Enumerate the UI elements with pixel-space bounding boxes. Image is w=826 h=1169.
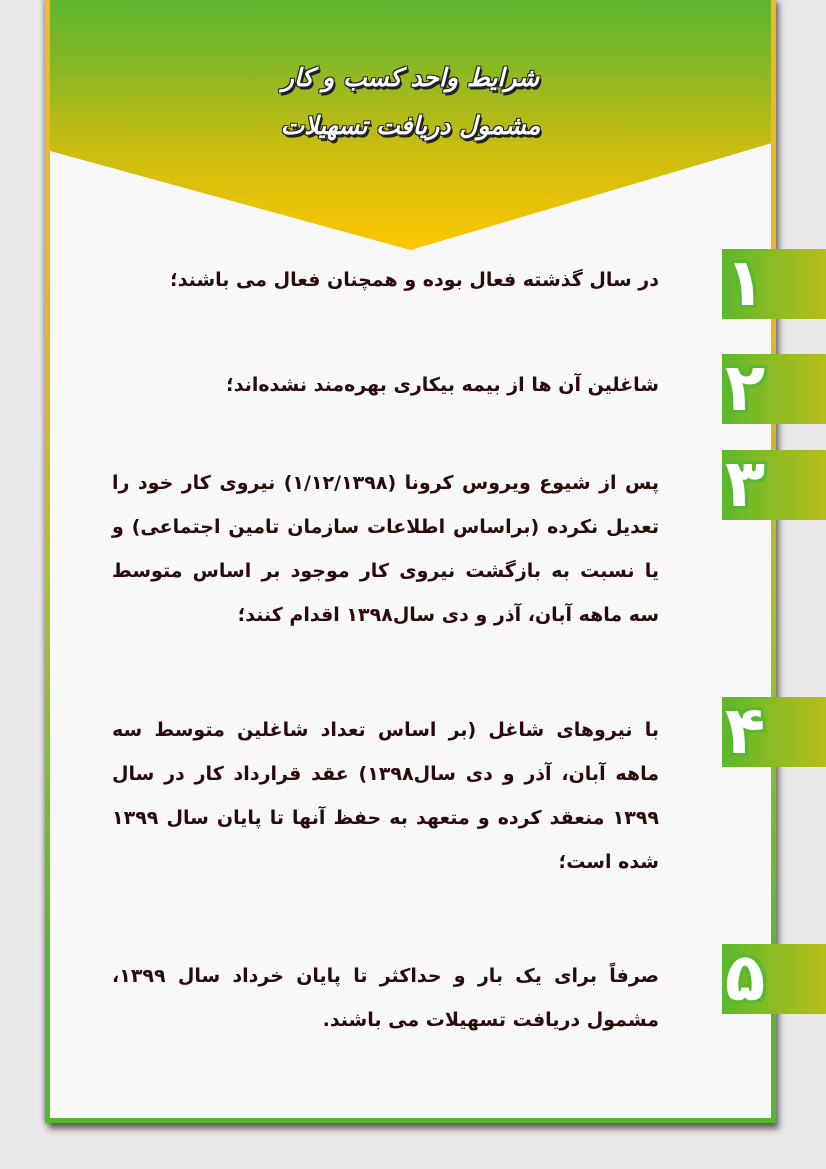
number-badge-icon: ۳ bbox=[724, 445, 766, 522]
number-tab-2 bbox=[722, 349, 826, 426]
condition-item-1 bbox=[112, 258, 659, 302]
card-body bbox=[50, 0, 771, 1118]
condition-item-4 bbox=[112, 708, 659, 884]
condition-text: صرفاً برای یک بار و حداکثر تا پایان خرداد سال ۱۳۹۹، مشمول دریافت تسهیلات می باشند. bbox=[112, 965, 659, 1031]
title-line-2: مشمول دریافت تسهیلات bbox=[280, 111, 541, 140]
condition-text: با نیروهای شاغل (بر اساس تعداد شاغلین متوسط سه ماهه آبان، آذر و دی سال۱۳۹۸) عقد قرارداد کار در سال ۱۳۹۹ منعقد کرده و متعهد به حفظ آنها تا پایان سال ۱۳۹۹ شده است؛ bbox=[112, 719, 659, 873]
conditions-card bbox=[45, 0, 776, 1123]
number-badge-icon: ۵ bbox=[724, 939, 766, 1016]
number-badge-icon: ۱ bbox=[724, 244, 766, 321]
condition-item-3 bbox=[112, 461, 659, 637]
condition-item-5 bbox=[112, 954, 659, 1042]
condition-text: در سال گذشته فعال بوده و همچنان فعال می باشند؛ bbox=[170, 269, 659, 291]
condition-item-2 bbox=[112, 363, 659, 407]
number-badge-icon: ۴ bbox=[724, 692, 766, 769]
condition-text: پس از شیوع ویروس کرونا (۱/۱۲/۱۳۹۸) نیروی کار خود را تعدیل نکرده (براساس اطلاعات سازمان تامین اجتماعی) و یا نسبت به بازگشت نیروی کار موجود بر اساس متوسط سه ماهه آبان، آذر و دی سال۱۳۹۸ اقدام کنند؛ bbox=[112, 472, 659, 626]
number-tab-1 bbox=[722, 244, 826, 321]
page-title bbox=[50, 54, 771, 150]
number-tab-3 bbox=[722, 445, 826, 522]
number-badge-icon: ۲ bbox=[724, 349, 766, 426]
number-tab-5 bbox=[722, 939, 826, 1016]
title-line-1: شرایط واحد کسب و کار bbox=[281, 63, 540, 92]
condition-text: شاغلین آن ها از بیمه بیکاری بهره‌مند نشده‌اند؛ bbox=[226, 374, 659, 396]
number-tab-4 bbox=[722, 692, 826, 769]
